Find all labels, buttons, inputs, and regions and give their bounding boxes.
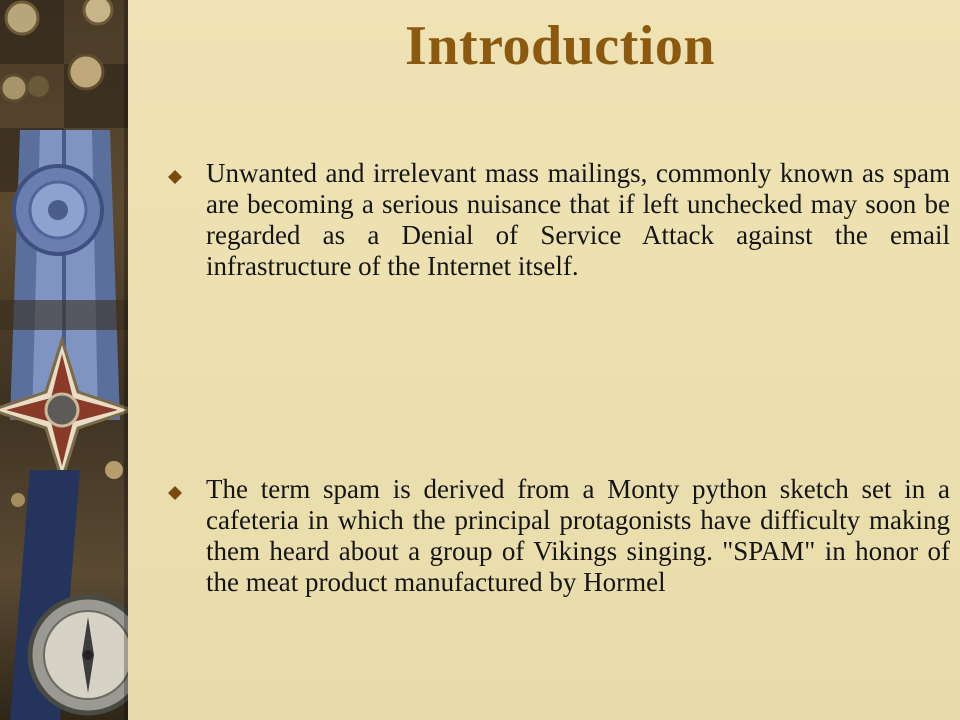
bullet-item [168,158,950,282]
bullet-text: Unwanted and irrelevant mass mailings, commonly known as spam are becoming a serious nuisance that if left unchecked may soon be regarded as a Denial of Service Attack against the email infrastructure of the Internet itself. [206,158,950,281]
decorative-collage-strip [0,0,128,720]
diamond-bullet-icon [168,474,206,598]
slide-title: Introduction [405,15,715,77]
bullet-text: The term spam is derived from a Monty python sketch set in a cafeteria in which the principal protagonists have difficulty making them heard about a group of Vikings singing. "SPAM" in honor of the meat product manufactured by Hormel [206,474,950,597]
bullet-item [168,474,950,598]
collage-image [0,0,128,720]
diamond-bullet-icon [168,158,206,282]
